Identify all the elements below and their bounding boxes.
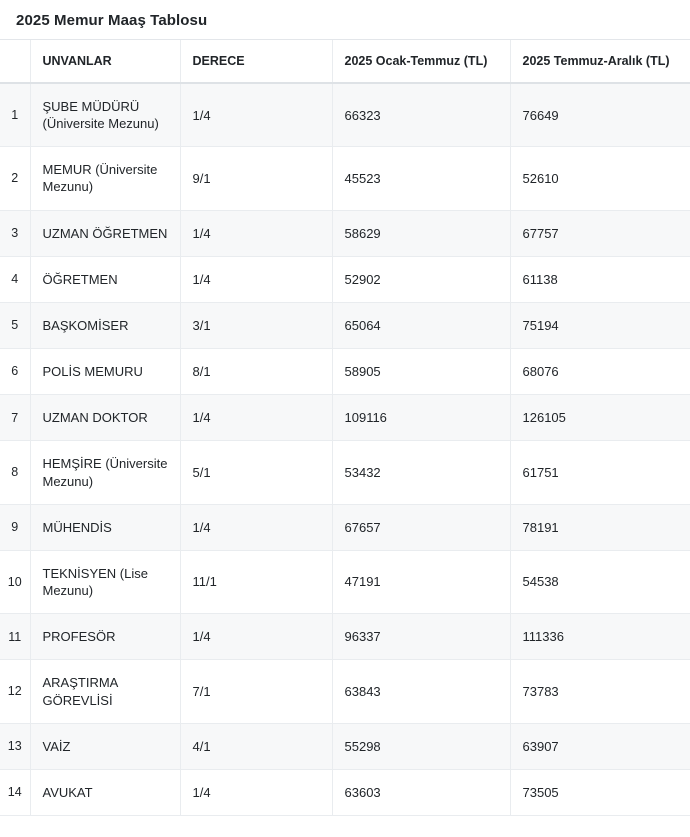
row-index: 3 bbox=[0, 210, 30, 256]
table-header-row bbox=[0, 40, 690, 84]
cell-temmuz-aralik: 126105 bbox=[510, 395, 690, 441]
table-row bbox=[0, 302, 690, 348]
row-index: 1 bbox=[0, 83, 30, 147]
cell-temmuz-aralik: 63907 bbox=[510, 723, 690, 769]
cell-unvan: TEKNİSYEN (Lise Mezunu) bbox=[30, 550, 180, 613]
cell-temmuz-aralik: 61138 bbox=[510, 256, 690, 302]
table-row bbox=[0, 256, 690, 302]
cell-derece: 8/1 bbox=[180, 349, 332, 395]
cell-temmuz-aralik: 61751 bbox=[510, 441, 690, 504]
cell-temmuz-aralik: 75194 bbox=[510, 302, 690, 348]
cell-ocak-temmuz: 63603 bbox=[332, 769, 510, 815]
column-header-index bbox=[0, 40, 30, 84]
cell-ocak-temmuz: 65064 bbox=[332, 302, 510, 348]
page-title: 2025 Memur Maaş Tablosu bbox=[16, 12, 208, 29]
cell-derece: 1/4 bbox=[180, 769, 332, 815]
cell-unvan: HEMŞİRE (Üniversite Mezunu) bbox=[30, 441, 180, 504]
cell-unvan: MÜHENDİS bbox=[30, 504, 180, 550]
row-index: 7 bbox=[0, 395, 30, 441]
table-row bbox=[0, 504, 690, 550]
row-index: 6 bbox=[0, 349, 30, 395]
cell-derece: 9/1 bbox=[180, 147, 332, 210]
cell-temmuz-aralik: 73505 bbox=[510, 769, 690, 815]
column-header-derece: DERECE bbox=[180, 40, 332, 84]
row-index: 12 bbox=[0, 660, 30, 723]
cell-ocak-temmuz: 109116 bbox=[332, 395, 510, 441]
cell-unvan: VAİZ bbox=[30, 723, 180, 769]
cell-unvan: MEMUR (Üniversite Mezunu) bbox=[30, 147, 180, 210]
cell-unvan: UZMAN DOKTOR bbox=[30, 395, 180, 441]
cell-derece: 11/1 bbox=[180, 550, 332, 613]
cell-unvan: AVUKAT bbox=[30, 769, 180, 815]
table-row bbox=[0, 441, 690, 504]
cell-derece: 1/4 bbox=[180, 83, 332, 147]
salary-table bbox=[0, 39, 690, 816]
cell-ocak-temmuz: 52902 bbox=[332, 256, 510, 302]
cell-ocak-temmuz: 66323 bbox=[332, 83, 510, 147]
cell-ocak-temmuz: 96337 bbox=[332, 614, 510, 660]
table-row bbox=[0, 723, 690, 769]
cell-ocak-temmuz: 53432 bbox=[332, 441, 510, 504]
cell-temmuz-aralik: 68076 bbox=[510, 349, 690, 395]
cell-unvan: ŞUBE MÜDÜRÜ (Üniversite Mezunu) bbox=[30, 83, 180, 147]
row-index: 10 bbox=[0, 550, 30, 613]
cell-derece: 1/4 bbox=[180, 614, 332, 660]
cell-ocak-temmuz: 67657 bbox=[332, 504, 510, 550]
table-row bbox=[0, 769, 690, 815]
cell-temmuz-aralik: 111336 bbox=[510, 614, 690, 660]
cell-temmuz-aralik: 73783 bbox=[510, 660, 690, 723]
row-index: 8 bbox=[0, 441, 30, 504]
cell-ocak-temmuz: 58905 bbox=[332, 349, 510, 395]
table-row bbox=[0, 614, 690, 660]
row-index: 2 bbox=[0, 147, 30, 210]
cell-temmuz-aralik: 78191 bbox=[510, 504, 690, 550]
table-row bbox=[0, 660, 690, 723]
cell-derece: 5/1 bbox=[180, 441, 332, 504]
table-body bbox=[0, 83, 690, 815]
row-index: 13 bbox=[0, 723, 30, 769]
cell-unvan: ÖĞRETMEN bbox=[30, 256, 180, 302]
column-header-temmuz-aralik: 2025 Temmuz-Aralık (TL) bbox=[510, 40, 690, 84]
cell-ocak-temmuz: 47191 bbox=[332, 550, 510, 613]
cell-derece: 7/1 bbox=[180, 660, 332, 723]
table-row bbox=[0, 550, 690, 613]
cell-derece: 1/4 bbox=[180, 395, 332, 441]
cell-derece: 4/1 bbox=[180, 723, 332, 769]
row-index: 5 bbox=[0, 302, 30, 348]
cell-temmuz-aralik: 67757 bbox=[510, 210, 690, 256]
table-row bbox=[0, 210, 690, 256]
cell-unvan: BAŞKOMİSER bbox=[30, 302, 180, 348]
cell-ocak-temmuz: 58629 bbox=[332, 210, 510, 256]
row-index: 14 bbox=[0, 769, 30, 815]
table-row bbox=[0, 349, 690, 395]
table-header bbox=[0, 40, 690, 84]
cell-derece: 1/4 bbox=[180, 210, 332, 256]
cell-derece: 3/1 bbox=[180, 302, 332, 348]
cell-derece: 1/4 bbox=[180, 504, 332, 550]
table-row bbox=[0, 395, 690, 441]
cell-unvan: POLİS MEMURU bbox=[30, 349, 180, 395]
cell-ocak-temmuz: 55298 bbox=[332, 723, 510, 769]
cell-temmuz-aralik: 76649 bbox=[510, 83, 690, 147]
column-header-unvanlar: UNVANLAR bbox=[30, 40, 180, 84]
row-index: 11 bbox=[0, 614, 30, 660]
row-index: 4 bbox=[0, 256, 30, 302]
table-row bbox=[0, 147, 690, 210]
cell-unvan: ARAŞTIRMA GÖREVLİSİ bbox=[30, 660, 180, 723]
cell-unvan: PROFESÖR bbox=[30, 614, 180, 660]
column-header-ocak-temmuz: 2025 Ocak-Temmuz (TL) bbox=[332, 40, 510, 84]
cell-ocak-temmuz: 63843 bbox=[332, 660, 510, 723]
cell-ocak-temmuz: 45523 bbox=[332, 147, 510, 210]
table-row bbox=[0, 83, 690, 147]
cell-unvan: UZMAN ÖĞRETMEN bbox=[30, 210, 180, 256]
cell-derece: 1/4 bbox=[180, 256, 332, 302]
cell-temmuz-aralik: 52610 bbox=[510, 147, 690, 210]
cell-temmuz-aralik: 54538 bbox=[510, 550, 690, 613]
row-index: 9 bbox=[0, 504, 30, 550]
